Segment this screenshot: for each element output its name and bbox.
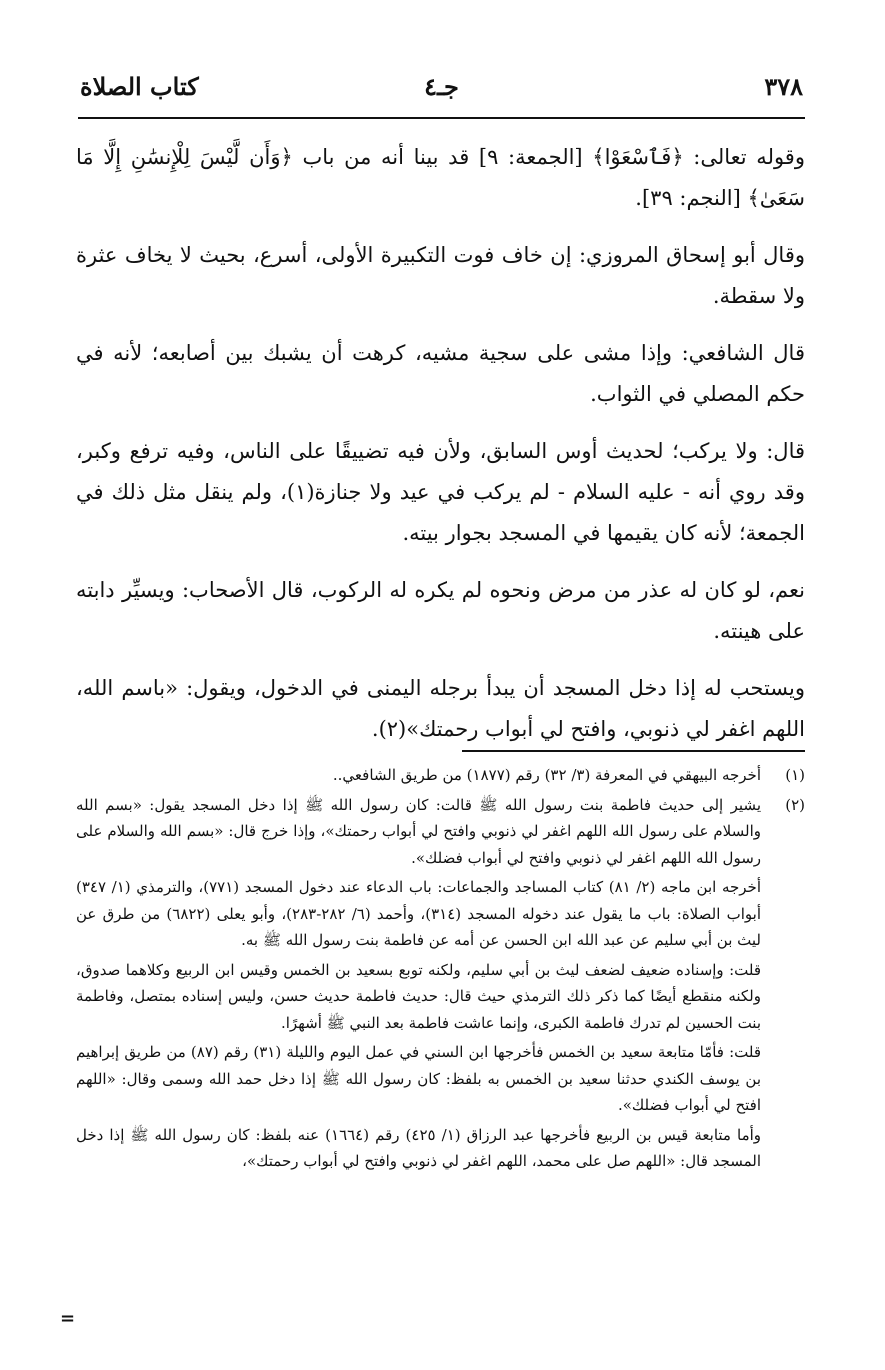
footnote-paragraph: أخرجه البيهقي في المعرفة (٣/ ٣٢) رقم (١٨٧٧) من طريق الشافعي.. bbox=[332, 766, 761, 784]
footnote-paragraph: يشير إلى حديث فاطمة بنت رسول الله ﷺ قالت: كان رسول الله ﷺ إذا دخل المسجد يقول: «بسم الله والسلام على رسول الله اللهم اغفر لي ذنوبي وافتح لي أبواب رحمتك»، وإذا خرج قال: «بسم الله والسلام على رسول الله اللهم اغفر لي ذنوبي وافتح لي أبواب فضلك». bbox=[76, 795, 761, 867]
footnote-marker: (٢) bbox=[785, 795, 805, 814]
footnote-paragraph: أخرجه ابن ماجه (٢/ ٨١) كتاب المساجد والجماعات: باب الدعاء عند دخول المسجد (٧٧١)، والترمذي (١/ ٣٤٧) أبواب الصلاة: باب ما يقول عند دخوله المسجد (٣١٤)، وأحمد (٦/ ٢٨٢-٢٨٣)، وأبو يعلى (٦٨٢٢) من طرق عن ليث بن أبي سليم عن عبد الله ابن الحسن عن أمه عن فاطمة بنت رسول الله ﷺ به. bbox=[76, 878, 761, 949]
footnote-divider bbox=[462, 750, 805, 752]
footnote-body bbox=[76, 792, 761, 1178]
footnote-body bbox=[76, 762, 761, 792]
header-divider bbox=[78, 117, 805, 119]
running-title: كتاب الصلاة bbox=[80, 72, 199, 101]
continuation-mark: = bbox=[60, 1308, 76, 1329]
page-number: ٣٧٨ bbox=[764, 72, 803, 101]
footnote bbox=[76, 792, 805, 1178]
footnote-paragraph: وأما متابعة قيس بن الربيع فأخرجها عبد الرزاق (١/ ٤٢٥) رقم (١٦٦٤) عنه بلفظ: كان رسول الله ﷺ إذا دخل المسجد قال: «اللهم صل على محمد، اللهم اغفر لي ذنوبي وافتح لي أبواب رحمتك»، bbox=[76, 1125, 762, 1170]
body-paragraph: نعم، لو كان له عذر من مرض ونحوه لم يكره له الركوب، قال الأصحاب: ويسيِّر دابته على هينته. bbox=[76, 578, 805, 643]
body-paragraph: وقال أبو إسحاق المروزي: إن خاف فوت التكبيرة الأولى، أسرع، بحيث لا يخاف عثرة ولا سقطة. bbox=[76, 243, 805, 308]
footnote-marker: (١) bbox=[785, 766, 805, 784]
body-paragraph: قال الشافعي: وإذا مشى على سجية مشيه، كرهت أن يشبك بين أصابعه؛ لأنه في حكم المصلي في الثواب. bbox=[76, 341, 805, 406]
main-text bbox=[76, 137, 805, 766]
body-paragraph: قال: ولا يركب؛ لحديث أوس السابق، ولأن فيه تضييقًا على الناس، وفيه ترفع وكبر، وقد روي أنه - عليه السلام - لم يركب في عيد ولا جنازة(١)، ولم ينقل مثل ذلك في الجمعة؛ لأنه كان يقيمها في المسجد بجوار بيته. bbox=[76, 439, 806, 545]
footnote-paragraph: قلت: وإسناده ضعيف لضعف ليث بن أبي سليم، ولكنه توبع بسعيد بن الخمس وقيس ابن الربيع وكلاهما صدوق، ولكنه منقطع أيضًا كما ذكر ذلك الترمذي حيث قال: حديث فاطمة حديث حسن، وليس إسناده بمتصل، وفاطمة بنت الحسين لم تدرك فاطمة الكبرى، وإنما عاشت فاطمة بعد النبي ﷺ أشهرًا. bbox=[76, 960, 761, 1032]
body-paragraph: ويستحب له إذا دخل المسجد أن يبدأ برجله اليمنى في الدخول، ويقول: «باسم الله، اللهم اغفر لي ذنوبي، وافتح لي أبواب رحمتك»(٢). bbox=[76, 676, 805, 741]
footnotes-section bbox=[76, 762, 805, 1178]
volume-label: جـ٤ bbox=[424, 72, 459, 101]
footnote-paragraph: قلت: فأمّا متابعة سعيد بن الخمس فأخرجها ابن السني في عمل اليوم والليلة (٣١) رقم (٨٧) من طريق إبراهيم بن يوسف الكندي حدثنا سعيد بن الخمس به بلفظ: كان رسول الله ﷺ إذا دخل حمد الله وسمى وقال: «اللهم افتح لي أبواب فضلك». bbox=[76, 1043, 761, 1114]
page-header bbox=[80, 72, 803, 112]
footnote bbox=[76, 762, 805, 792]
body-paragraph: وقوله تعالى: ﴿فَٱسْعَوْا﴾ [الجمعة: ٩] قد بينا أنه من باب ﴿وَأَن لَّيْسَ لِلْإِنسَٰنِ إِلَّا مَا سَعَىٰ﴾ [النجم: ٣٩]. bbox=[76, 145, 805, 210]
